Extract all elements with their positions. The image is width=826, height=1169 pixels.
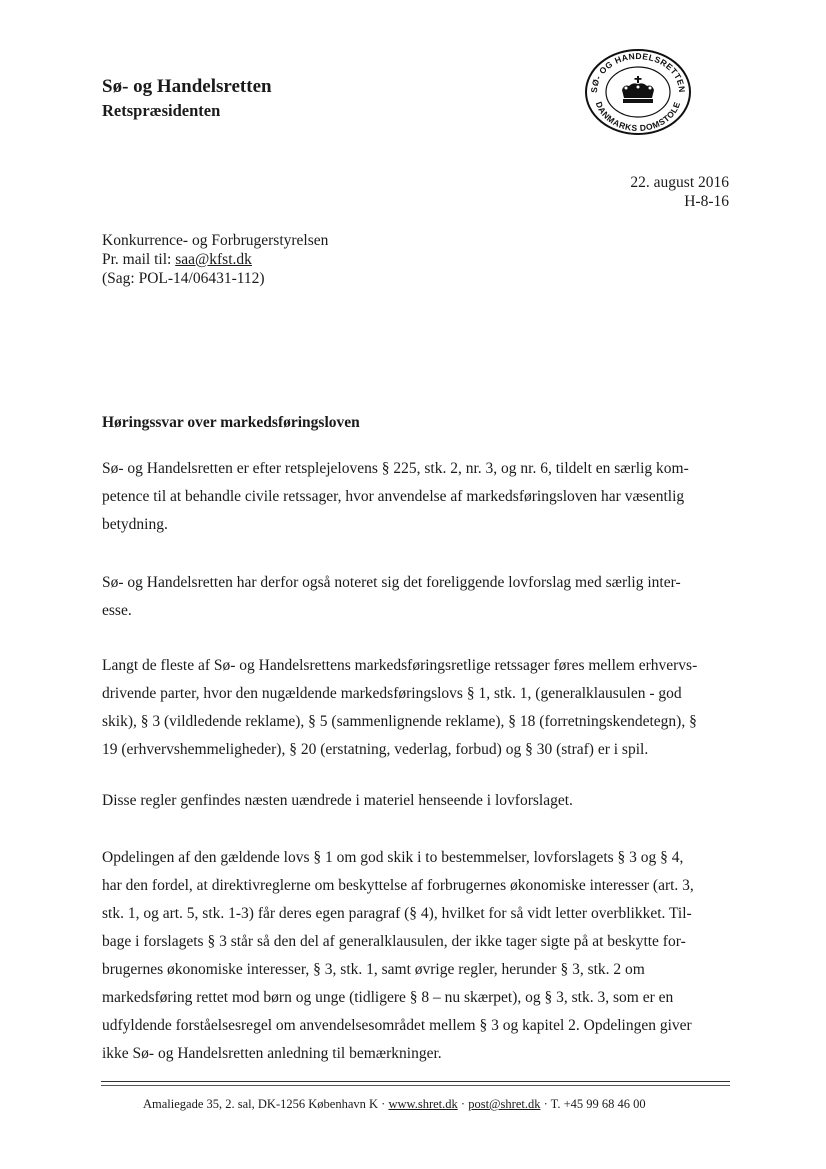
recipient-mail-line	[102, 250, 328, 269]
text-line: bage i forslagets § 3 står så den del af generalklausulen, der ikke tager sigte på at beskytte for-	[102, 933, 686, 950]
footer-separator: ·	[378, 1097, 389, 1111]
paragraph-4	[102, 787, 742, 815]
text-line: 19 (erhvervshemmeligheder), § 20 (erstatning, vederlag, forbud) og § 30 (straf) er i spil.	[102, 741, 649, 758]
text-line: har den fordel, at direktivreglerne om beskyttelse af forbrugernes økonomiske interesser (art. 3,	[102, 877, 694, 894]
footer-divider-second	[101, 1085, 730, 1086]
recipient-email-link[interactable]: saa@kfst.dk	[175, 251, 252, 268]
letter-subject: Høringssvar over markedsføringsloven	[102, 414, 360, 431]
text-line: udfyldende forståelsesregel om anvendelsesområdet mellem § 3 og kapitel 2. Opdelingen giver	[102, 1017, 692, 1034]
text-line: drivende parter, hvor den nugældende markedsføringslovs § 1, stk. 1, (generalklausulen - god	[102, 685, 682, 702]
letter-date: 22. august 2016	[630, 174, 729, 191]
text-line: brugernes økonomiske interesser, § 3, stk. 1, samt øvrige regler, herunder § 3, stk. 2 om	[102, 961, 645, 978]
text-line: Langt de fleste af Sø- og Handelsrettens markedsføringsretlige retssager føres mellem erhvervs-	[102, 657, 698, 674]
text-line: petence til at behandle civile retssager, hvor anvendelse af markedsføringsloven har væsentlig	[102, 488, 685, 505]
recipient-name: Konkurrence- og Forbrugerstyrelsen	[102, 232, 329, 249]
text-line: skik), § 3 (vildledende reklame), § 5 (sammenlignende reklame), § 18 (forretningskendetegn), §	[102, 713, 697, 730]
footer-website-link[interactable]: www.shret.dk	[388, 1097, 458, 1111]
paragraph-5	[102, 844, 742, 1068]
mail-prefix: Pr. mail til:	[102, 251, 176, 268]
text-line: Opdelingen af den gældende lovs § 1 om god skik i to bestemmelser, lovforslagets § 3 og § 4,	[102, 849, 684, 866]
seal-graphic	[582, 46, 694, 138]
page-footer	[143, 1097, 646, 1112]
organization-subtitle: Retspræsidenten	[102, 101, 221, 120]
case-number: (Sag: POL-14/06431-112)	[102, 270, 265, 287]
footer-address: Amaliegade 35, 2. sal, DK-1256 København K	[143, 1097, 379, 1111]
text-line: Sø- og Handelsretten er efter retsplejelovens § 225, stk. 2, nr. 3, og nr. 6, tildelt en særlig kom-	[102, 460, 689, 477]
text-line: stk. 1, og art. 5, stk. 1-3) får deres egen paragraf (§ 4), hvilket for så vidt letter overblikket. Til-	[102, 905, 692, 922]
text-line: Disse regler genfindes næsten uændrede i materiel henseende i lovforslaget.	[102, 792, 573, 809]
text-line: markedsføring rettet mod børn og unge (tidligere § 8 – nu skærpet), og § 3, stk. 3, som er en	[102, 989, 674, 1006]
paragraph-1	[102, 455, 742, 539]
footer-divider	[101, 1081, 730, 1082]
recipient-block	[102, 231, 328, 288]
text-line: esse.	[102, 602, 132, 619]
reference-number: H-8-16	[684, 193, 729, 210]
footer-email-link[interactable]: post@shret.dk	[468, 1097, 541, 1111]
text-line: Sø- og Handelsretten har derfor også noteret sig det foreliggende lovforslag med særlig inter-	[102, 574, 681, 591]
paragraph-3	[102, 652, 742, 764]
date-block	[630, 173, 729, 211]
seal-top-text: SØ- OG HANDELSRETTEN	[588, 50, 688, 94]
paragraph-2	[102, 569, 742, 625]
crown-icon	[622, 76, 654, 103]
court-seal	[582, 46, 694, 138]
footer-separator: ·	[540, 1097, 551, 1111]
text-line: betydning.	[102, 516, 168, 533]
footer-phone: T. +45 99 68 46 00	[550, 1097, 646, 1111]
text-line: ikke Sø- og Handelsretten anledning til bemærkninger.	[102, 1045, 442, 1062]
organization-name: Sø- og Handelsretten	[102, 76, 272, 97]
footer-separator: ·	[457, 1097, 469, 1111]
seal-bottom-text: DANMARKS DOMSTOLE	[593, 100, 683, 134]
